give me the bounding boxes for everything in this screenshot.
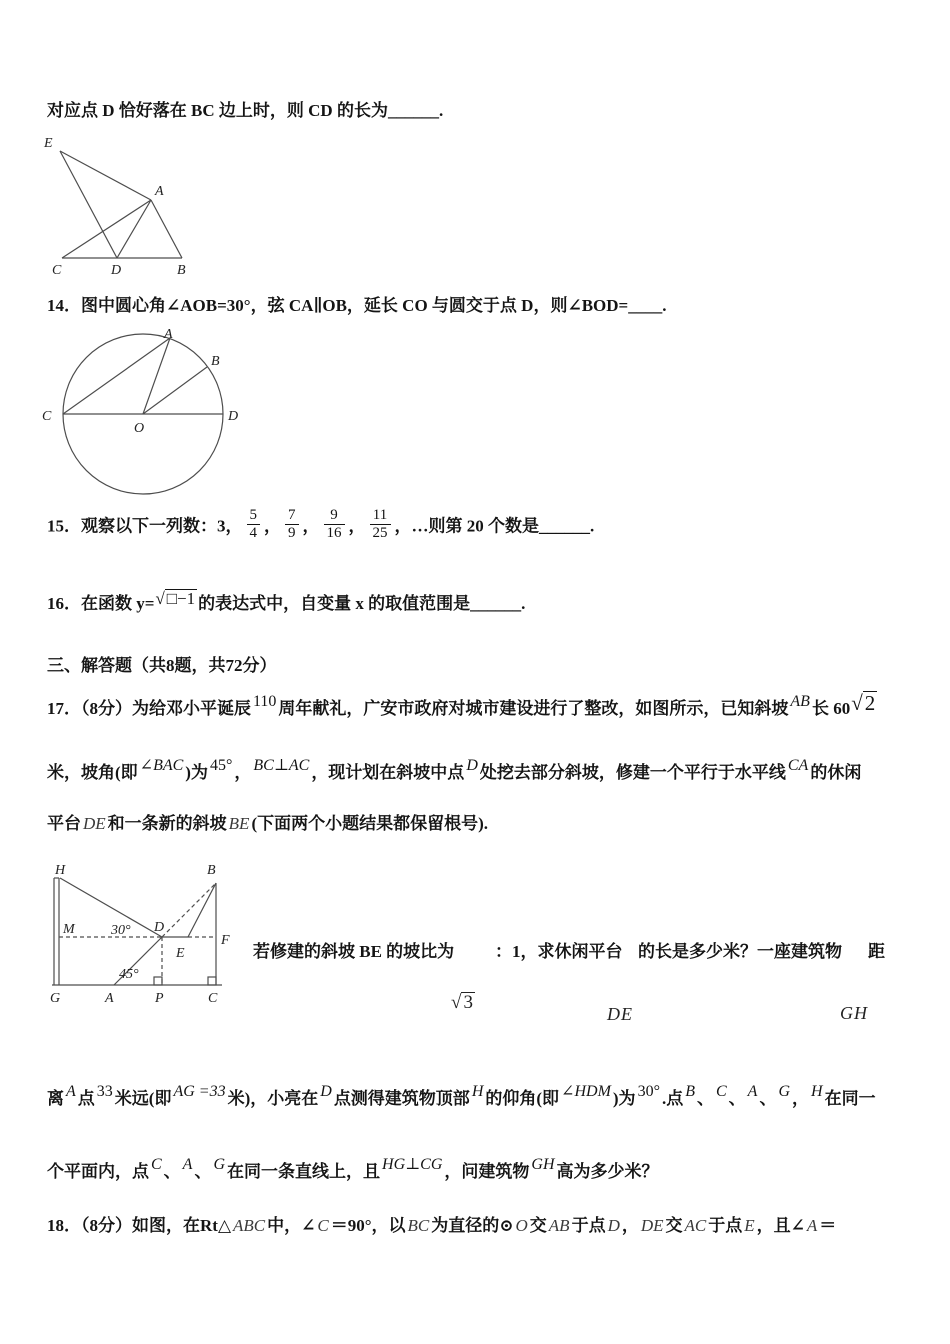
text-segment xyxy=(154,589,198,608)
text-segment: 16．在函数 y= xyxy=(47,594,155,613)
text-segment: BC xyxy=(407,1216,430,1235)
q15-separator: ， xyxy=(264,516,281,536)
fraction-denominator: 16 xyxy=(324,524,345,542)
text-segment: BC⊥AC xyxy=(253,757,310,774)
figure-line xyxy=(143,338,170,414)
text-segment: 周年献礼，广安市政府对城市建设进行了整改，如图所示，已知斜坡 xyxy=(278,699,789,718)
q17-line2 xyxy=(47,757,862,787)
text-segment: 、 xyxy=(194,1162,212,1181)
q17-subq-part3: 的长是多少米？一座建筑物 xyxy=(638,942,842,961)
text-segment: 33 xyxy=(96,1083,113,1100)
text-segment: A xyxy=(66,1083,76,1100)
text-segment: ABC xyxy=(233,1216,266,1235)
text-segment: 米)，小亮在 xyxy=(227,1089,319,1108)
q15-line xyxy=(47,507,595,546)
text-segment: C xyxy=(716,1083,727,1100)
text-segment: G xyxy=(213,1156,226,1173)
text-segment: A xyxy=(747,1083,758,1100)
text-segment: D xyxy=(466,757,478,774)
figure-line xyxy=(62,200,151,258)
point-label-c: C xyxy=(42,409,52,424)
radicand: 3 xyxy=(463,992,473,1013)
point-label-e: E xyxy=(44,136,53,151)
q17-line3 xyxy=(47,811,488,837)
q15-prefix: 15．观察以下一列数：3， xyxy=(47,516,243,536)
text-segment: )为 xyxy=(612,1089,636,1108)
angle-label-30: 30° xyxy=(111,923,131,938)
fraction-numerator: 5 xyxy=(249,507,257,523)
text-segment: HG⊥CG xyxy=(382,1156,443,1173)
triangle-figure-lines xyxy=(60,151,182,258)
text-segment: )为 xyxy=(185,763,208,782)
text-segment: 中，∠ xyxy=(267,1216,316,1235)
point-label-b: B xyxy=(211,354,220,369)
text-segment: ∠BAC xyxy=(139,757,184,774)
text-segment: BE xyxy=(228,814,250,833)
figure-line xyxy=(151,200,182,258)
text-segment: 米，坡角(即 xyxy=(47,763,138,782)
point-label-d: D xyxy=(154,920,165,935)
triangle-figure xyxy=(30,133,215,285)
text-segment: 45° xyxy=(209,757,233,774)
figure-line xyxy=(60,151,117,258)
q17-para1 xyxy=(47,1083,876,1113)
q17-subq-part2: ：1，求休闲平台 xyxy=(495,942,623,961)
radical-symbol: √ xyxy=(155,589,165,608)
text-segment: E xyxy=(744,1216,755,1235)
text-segment: A xyxy=(806,1216,818,1235)
text-segment: 为直径的⊙ xyxy=(431,1216,514,1235)
text-segment: B xyxy=(685,1083,695,1100)
point-label-g: G xyxy=(50,991,61,1006)
radical-symbol: √ xyxy=(851,691,863,715)
text-segment: 110 xyxy=(253,693,277,710)
text-segment: CA xyxy=(787,757,809,774)
point-label-p: P xyxy=(155,991,164,1006)
text-segment: 的仰角(即 xyxy=(485,1089,560,1108)
text-segment: DE xyxy=(83,814,106,833)
circle-figure-lines xyxy=(63,334,223,494)
text-segment: H xyxy=(811,1083,823,1100)
point-label-f: F xyxy=(221,933,230,948)
text-segment: 17．（8分）为给邓小平诞辰 xyxy=(47,699,251,718)
text-segment: 个平面内，点 xyxy=(47,1162,149,1181)
text-segment: 18．（8分）如图，在Rt△ xyxy=(47,1216,232,1235)
text-segment: AC xyxy=(684,1216,707,1235)
text-segment: 高为多少米？ xyxy=(556,1162,659,1181)
point-label-m: M xyxy=(63,922,75,937)
point-label-a: A xyxy=(164,328,173,342)
q17-subq-part4: 距 xyxy=(868,942,885,961)
fraction-denominator: 9 xyxy=(285,524,299,542)
figure-line xyxy=(188,883,216,937)
figure-line xyxy=(63,338,170,414)
q18-text xyxy=(47,1213,836,1239)
text-segment: 交 xyxy=(665,1216,683,1235)
text-segment: 离 xyxy=(47,1089,64,1108)
point-label-d: D xyxy=(111,263,122,278)
text-segment: 点 xyxy=(77,1089,95,1108)
text-segment: 米远(即 xyxy=(114,1089,172,1108)
text-segment: AB xyxy=(548,1216,570,1235)
text-segment: ，现计划在斜坡中点 xyxy=(311,763,465,782)
text-segment: (下面两个小题结果都保留根号). xyxy=(251,814,489,833)
text-segment: AB xyxy=(790,693,810,710)
right-angle-mark xyxy=(208,977,216,985)
text-segment xyxy=(450,992,476,1013)
fraction-denominator: 4 xyxy=(247,524,261,542)
text-segment: A xyxy=(182,1156,193,1173)
q15-separator: ， xyxy=(348,516,366,536)
q16-text xyxy=(47,591,525,617)
text-segment: 点测得建筑物顶部 xyxy=(333,1089,470,1108)
point-label-o: O xyxy=(134,421,145,436)
fraction-numerator: 9 xyxy=(330,507,338,523)
q15-suffix: ，…则第 20 个数是______. xyxy=(394,516,595,536)
point-label-h: H xyxy=(55,863,66,878)
text-segment: 的休闲 xyxy=(810,763,862,782)
text-segment: D xyxy=(607,1216,620,1235)
formula-de: DE xyxy=(607,1004,633,1024)
formula-sqrt3 xyxy=(450,992,476,1014)
text-segment: 平台 xyxy=(47,814,81,833)
point-label-c: C xyxy=(208,991,218,1006)
text-segment: ，问建筑物 xyxy=(444,1162,530,1181)
text-segment: 在同一 xyxy=(824,1089,876,1108)
point-label-a: A xyxy=(155,184,164,199)
text-segment: ＝ xyxy=(819,1216,837,1235)
fraction xyxy=(247,507,261,543)
text-segment: 交 xyxy=(529,1216,547,1235)
right-angle-mark xyxy=(154,977,162,985)
slope-figure xyxy=(45,850,250,1010)
section-heading: 三、解答题（共8题，共72分） xyxy=(47,656,277,675)
text-segment: 于点 xyxy=(708,1216,743,1235)
point-label-e: E xyxy=(176,946,185,961)
angle-label-45: 45° xyxy=(119,967,139,982)
text-segment: 和一条新的斜坡 xyxy=(107,814,227,833)
text-segment: ， xyxy=(792,1089,810,1108)
q13-tail-text: 对应点 D 恰好落在 BC 边上时，则 CD 的长为______. xyxy=(47,101,444,120)
text-segment: O xyxy=(515,1216,528,1235)
point-label-b: B xyxy=(177,263,186,278)
text-segment: DE xyxy=(640,1216,664,1235)
text-segment: 于点 xyxy=(571,1216,606,1235)
text-segment: D xyxy=(320,1083,332,1100)
text-segment: .点 xyxy=(661,1089,684,1108)
text-segment: GH xyxy=(531,1156,555,1173)
point-label-b: B xyxy=(207,863,216,878)
text-segment: ， xyxy=(234,763,252,782)
fraction xyxy=(370,507,391,543)
text-segment: C xyxy=(317,1216,329,1235)
radicand: □−1 xyxy=(166,589,196,608)
point-label-a: A xyxy=(105,991,114,1006)
figure-line xyxy=(143,367,207,414)
fraction xyxy=(324,507,345,543)
point-label-d: D xyxy=(228,409,239,424)
circle-figure xyxy=(30,328,255,500)
point-label-c: C xyxy=(52,263,62,278)
q14-text: 14．图中圆心角∠AOB=30°，弦 CA∥OB，延长 CO 与圆交于点 D，则∠BOD=____. xyxy=(47,296,667,315)
text-segment: ，且∠ xyxy=(756,1216,805,1235)
fraction xyxy=(285,507,299,543)
figure-line xyxy=(117,200,151,258)
text-segment: ∠HDM xyxy=(561,1083,611,1100)
radical-symbol: √ xyxy=(451,992,462,1013)
formula-gh: GH xyxy=(840,1003,868,1023)
text-segment: AG =33 xyxy=(173,1083,226,1100)
text-segment: 长 60 xyxy=(811,699,851,718)
text-segment xyxy=(850,691,878,715)
text-segment: ， xyxy=(621,1216,639,1235)
fraction-denominator: 25 xyxy=(370,524,391,542)
text-segment: ＝90°，以 xyxy=(330,1216,406,1235)
text-segment: 在同一条直线上，且 xyxy=(227,1162,381,1181)
text-segment: C xyxy=(151,1156,162,1173)
text-segment: 、 xyxy=(728,1089,746,1108)
text-segment: 、 xyxy=(163,1162,181,1181)
text-segment: 的表达式中，自变量 x 的取值范围是______. xyxy=(198,594,526,613)
q17-subq-part1: 若修建的斜坡 BE 的坡比为 xyxy=(253,942,455,961)
fraction-numerator: 7 xyxy=(288,507,296,523)
fraction-numerator: 11 xyxy=(372,507,388,523)
text-segment: 处挖去部分斜坡，修建一个平行于水平线 xyxy=(479,763,786,782)
text-segment: 、 xyxy=(759,1089,777,1108)
text-segment: H xyxy=(471,1083,484,1100)
q15-separator: ， xyxy=(302,516,320,536)
radicand: 2 xyxy=(864,691,876,715)
text-segment: 30° xyxy=(637,1083,660,1100)
dashed-line xyxy=(162,883,216,937)
q17-line1 xyxy=(47,691,878,723)
text-segment: G xyxy=(778,1083,791,1100)
text-segment: 、 xyxy=(697,1089,714,1108)
q17-para2 xyxy=(47,1156,659,1186)
